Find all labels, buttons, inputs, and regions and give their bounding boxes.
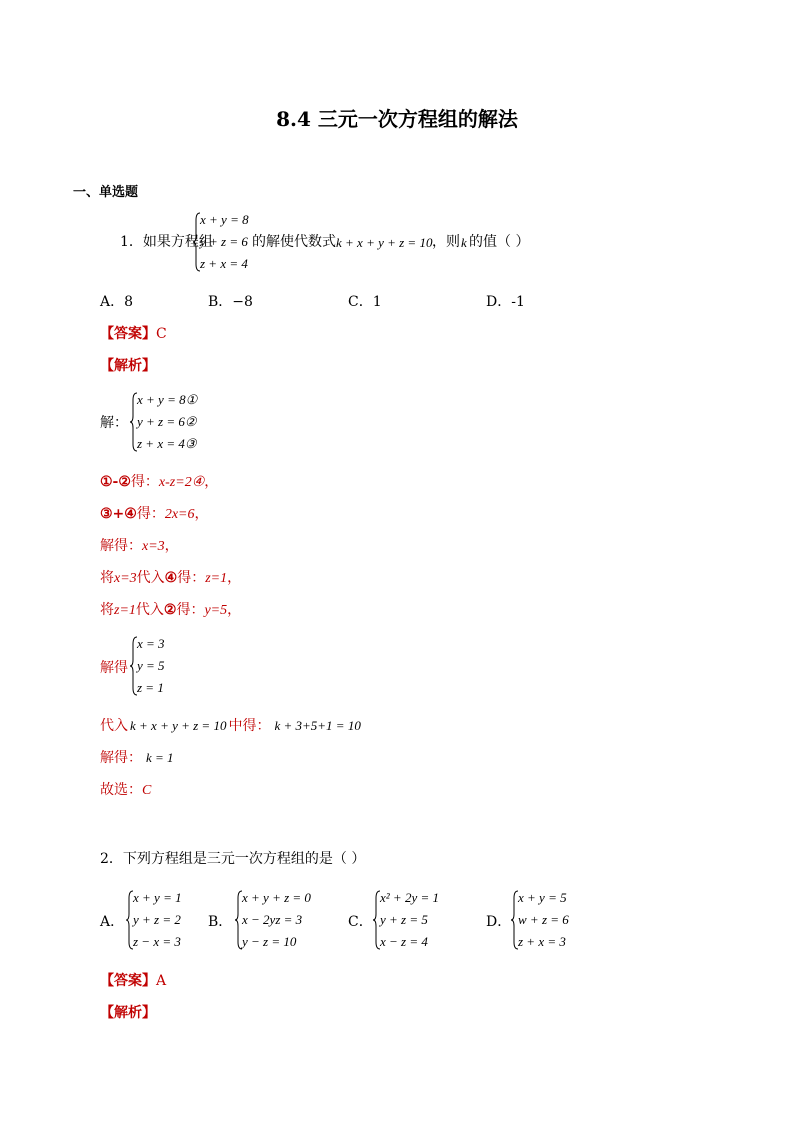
step-7-dairu: 代入 — [100, 718, 128, 734]
solved-system — [129, 636, 189, 696]
step-7-de: 中得： — [228, 718, 271, 734]
q2-d-label: D． — [486, 914, 512, 930]
step-9 — [100, 781, 151, 800]
step-8-label: 解得： — [100, 750, 142, 766]
q2-option-a-system — [125, 890, 205, 950]
step-4-jiang: 将 — [100, 570, 114, 586]
q2-c-eq-3: x − z = 4 — [380, 934, 428, 949]
q2-option-d-system — [510, 890, 590, 950]
step-3-result: x=3 — [142, 539, 165, 554]
q1-option-b: B．−8 — [208, 294, 253, 310]
solution-eq-1: x + y = 8① — [137, 392, 198, 407]
q1-expression: k + x + y + z = 10 — [336, 235, 433, 250]
step-1-op: ①-② — [100, 474, 131, 490]
step-3-label: 解得： — [100, 538, 142, 554]
step-5-dairu: 代入 — [135, 602, 164, 618]
q2-a-eq-2: y + z = 2 — [133, 912, 181, 927]
q1-prefix: 1．如果方程组 — [120, 234, 213, 250]
q2-a-eq-3: z − x = 3 — [133, 934, 181, 949]
q2-analysis-label: 【解析】 — [100, 1005, 156, 1021]
step-5-comma: ， — [227, 602, 242, 618]
step-4 — [100, 569, 241, 588]
q1-answer-line — [100, 325, 167, 343]
solved-x: x = 3 — [137, 636, 165, 651]
q1-eq-3: z + x = 4 — [200, 256, 248, 271]
q2-a-label: A． — [100, 914, 125, 930]
solved-y: y = 5 — [137, 658, 165, 673]
q1-eq-1: x + y = 8 — [200, 212, 249, 227]
step-3-comma: ， — [164, 538, 179, 554]
page-title: 8.4 三元一次方程组的解法 — [276, 107, 518, 131]
q1-option-c: C．1 — [348, 294, 382, 310]
solution-system — [129, 392, 219, 452]
step-2-op: ③+④ — [100, 506, 137, 522]
q2-stem: 2．下列方程组是三元一次方程组的是（ ） — [100, 851, 366, 867]
step-1-comma: ， — [204, 474, 219, 490]
step-2-comma: ， — [194, 506, 209, 522]
step-5-eq-ref: ② — [163, 602, 177, 618]
q2-answer-label: 【答案】 — [100, 973, 156, 989]
step-6-label: 解得 — [100, 660, 128, 676]
step-1-result: x-z=2④ — [158, 475, 205, 490]
q2-option-b-system — [234, 890, 334, 950]
step-2 — [100, 505, 209, 524]
q1-system — [192, 212, 252, 272]
q2-answer-line — [100, 972, 166, 990]
step-3 — [100, 537, 179, 556]
step-2-de: 得： — [136, 506, 165, 522]
step-5-de: 得： — [176, 602, 205, 618]
step-1 — [100, 473, 218, 492]
q2-b-label: B． — [208, 914, 233, 930]
step-5 — [100, 601, 241, 620]
step-5-result: y=5 — [204, 603, 228, 618]
q1-option-d: D．-1 — [486, 294, 525, 310]
q2-b-eq-1: x + y + z = 0 — [242, 890, 311, 905]
step-9-choice: C — [142, 783, 152, 798]
q2-c-label: C． — [348, 914, 373, 930]
step-7 — [100, 717, 361, 735]
q2-b-eq-3: y − z = 10 — [242, 934, 297, 949]
q2-c-eq-2: y + z = 5 — [380, 912, 428, 927]
step-9-label: 故选： — [100, 782, 142, 798]
q1-eq-2: y + z = 6 — [200, 234, 248, 249]
step-5-jiang: 将 — [100, 602, 114, 618]
step-2-result: 2x=6 — [164, 507, 195, 522]
step-7-expr: k + x + y + z = 10 — [130, 718, 227, 733]
q1-k: k — [461, 235, 467, 250]
q2-answer-value: A — [156, 973, 167, 989]
step-4-eq-ref: ④ — [164, 570, 178, 586]
q1-middle: 的解使代数式 — [252, 234, 336, 250]
solution-jie: 解： — [100, 415, 128, 431]
q1-tail: 的值（ ） — [469, 234, 530, 250]
step-4-dairu: 代入 — [136, 570, 165, 586]
step-8-result: k = 1 — [146, 750, 174, 765]
solved-z: z = 1 — [137, 680, 164, 695]
answer-label: 【答案】 — [100, 326, 156, 342]
step-1-de: 得： — [130, 474, 159, 490]
solution-eq-2: y + z = 6② — [137, 414, 197, 429]
q2-d-eq-2: w + z = 6 — [518, 912, 569, 927]
q2-d-eq-3: z + x = 3 — [518, 934, 566, 949]
q2-c-eq-1: x² + 2y = 1 — [380, 890, 439, 905]
step-5-value: z=1 — [114, 603, 136, 618]
q1-after: ，则 — [432, 234, 460, 250]
step-4-result: z=1 — [205, 571, 228, 586]
answer-value: C — [156, 326, 167, 342]
q2-a-eq-1: x + y = 1 — [133, 890, 182, 905]
step-4-comma: ， — [227, 570, 242, 586]
section-heading: 一、单选题 — [73, 185, 139, 200]
step-4-value: x=3 — [114, 571, 137, 586]
step-4-de: 得： — [177, 570, 206, 586]
q2-option-c-system — [372, 890, 462, 950]
step-8 — [100, 749, 174, 767]
q1-option-a: A．8 — [100, 294, 134, 310]
q2-d-eq-1: x + y = 5 — [518, 890, 567, 905]
solution-eq-3: z + x = 4③ — [137, 436, 197, 451]
q2-b-eq-2: x − 2yz = 3 — [242, 912, 303, 927]
step-7-substituted: k + 3+5+1 = 10 — [274, 718, 361, 733]
analysis-label: 【解析】 — [100, 358, 156, 374]
